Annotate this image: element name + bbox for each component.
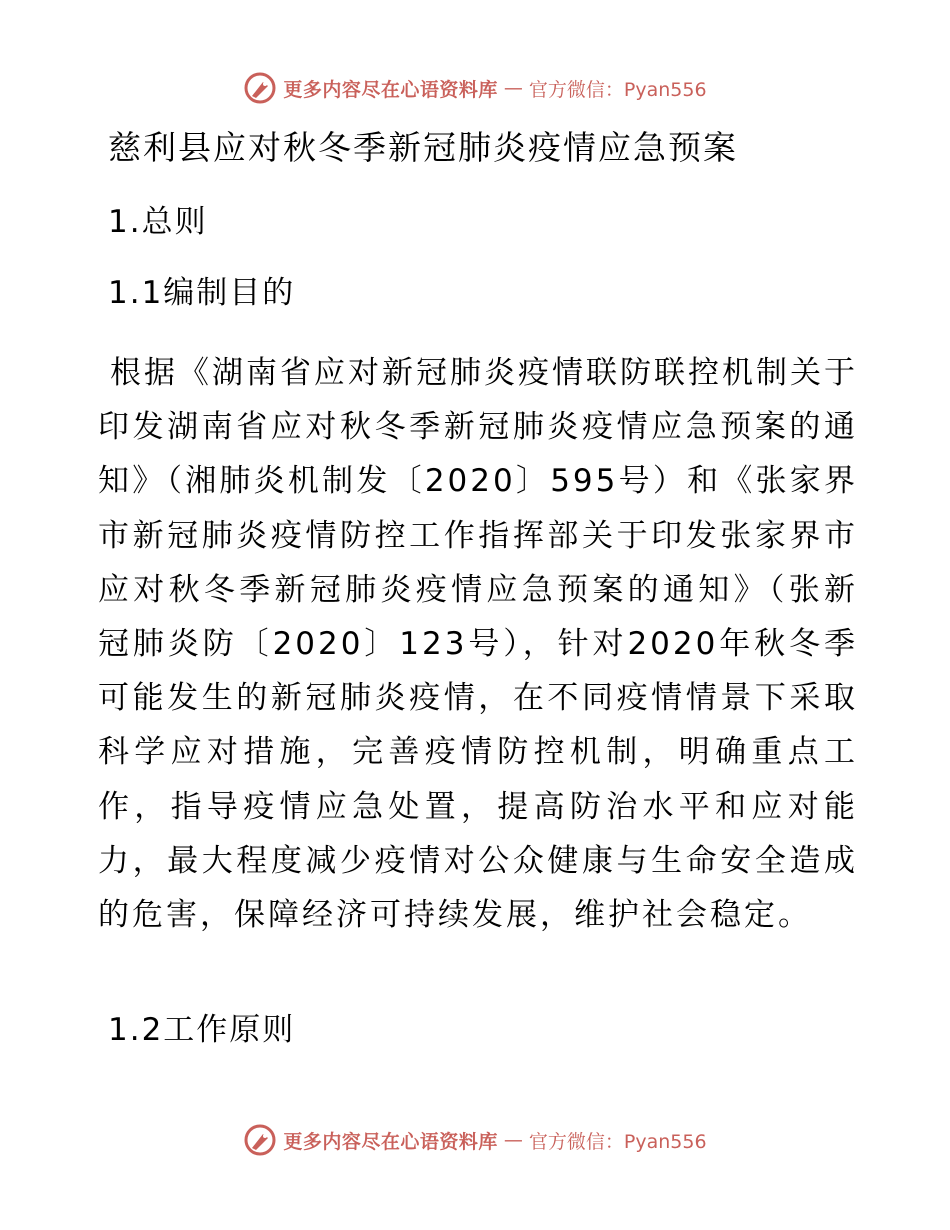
watermark-wechat-text: 官方微信：Pyan556: [528, 78, 707, 101]
watermark-site-text: 更多内容尽在心语资料库: [283, 1130, 498, 1153]
section-heading-general: 1.总则: [108, 204, 208, 240]
watermark-separator: —: [503, 77, 523, 99]
watermark-wechat-text: 官方微信：Pyan556: [528, 1130, 707, 1153]
section-heading-principles: 1.2工作原则: [108, 1012, 296, 1048]
document-title: 慈利县应对秋冬季新冠肺炎疫情应急预案: [108, 128, 738, 167]
purpose-paragraph: 根据《湖南省应对新冠肺炎疫情联防联控机制关于印发湖南省应对秋冬季新冠肺炎疫情应急预案的通知》（湘肺炎机制发〔2020〕595号）和《张家界市新冠肺炎疫情防控工作指挥部关于印发张家界市应对秋冬季新冠肺炎疫情应急预案的通知》（张新冠肺炎防〔2020〕123号），针对2020年秋冬季可能发生的新冠肺炎疫情，在不同疫情情景下采取科学应对措施，完善疫情防控机制，明确重点工作，指导疫情应急处置，提高防治水平和应对能力，最大程度减少疫情对公众健康与生命安全造成的危害，保障经济可持续发展，维护社会稳定。: [98, 355, 858, 934]
section-heading-purpose: 1.1编制目的: [108, 275, 296, 311]
pen-nib-circle-icon: [243, 1123, 277, 1157]
pen-nib-circle-icon: [243, 71, 277, 105]
watermark-site-text: 更多内容尽在心语资料库: [283, 78, 498, 101]
header-watermark: [0, 70, 950, 106]
watermark-separator: —: [503, 1129, 523, 1151]
footer-watermark: [0, 1122, 950, 1158]
